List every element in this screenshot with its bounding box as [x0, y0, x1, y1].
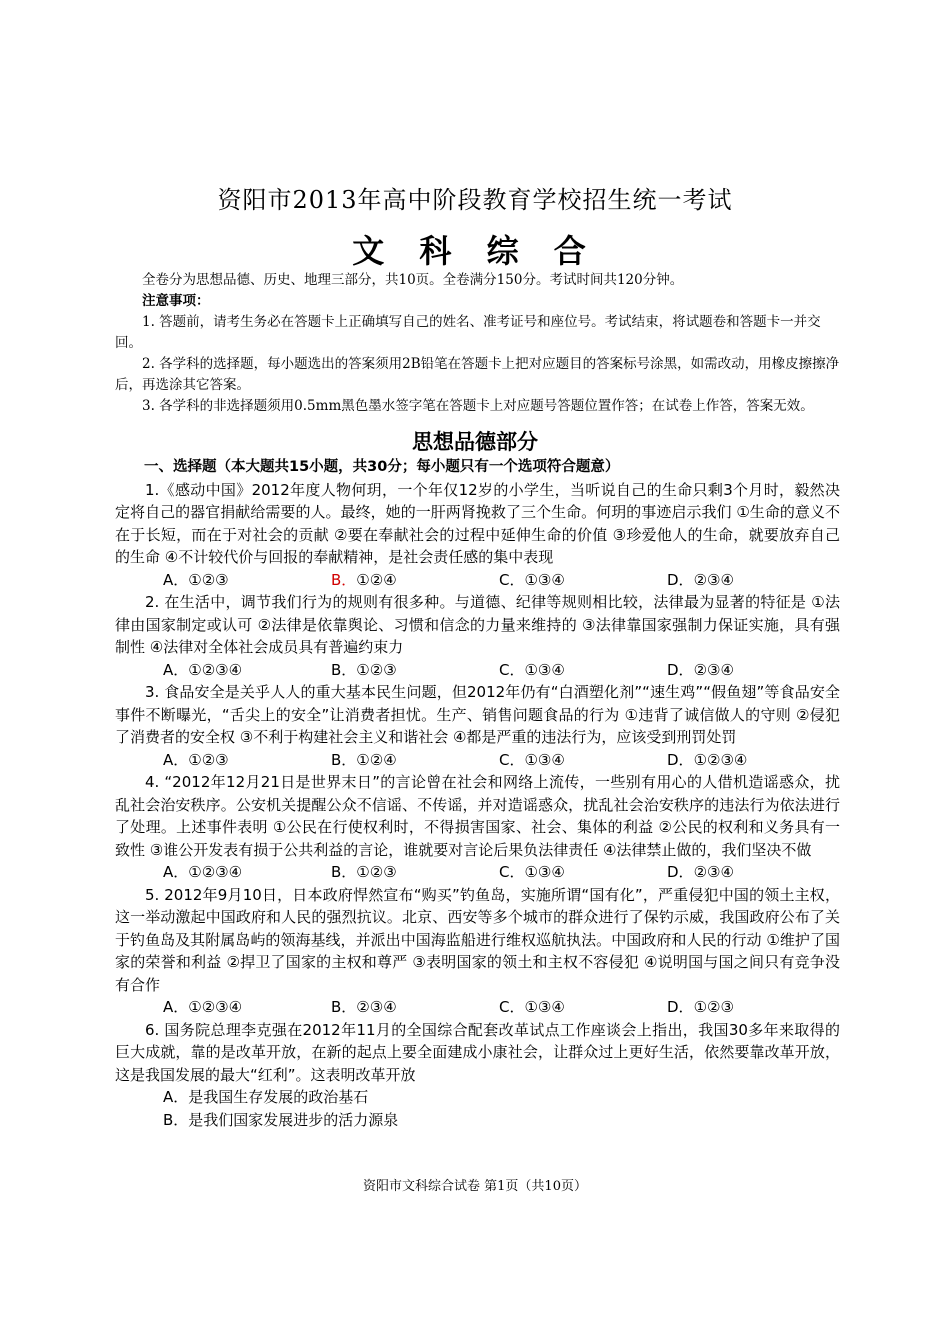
exam-title: 资阳市2013年高中阶段教育学校招生统一考试 [217, 186, 733, 214]
question-stem: 6. 国务院总理李克强在2012年11月的全国综合配套改革试点工作座谈会上指出，我国30多年来取得的巨大成就，靠的是改革开放，在新的起点上要全面建成小康社会，让群众过上更好生活，依然要靠改革开放，这是我国发展的最大“红利”。这表明改革开放 [115, 1020, 840, 1084]
question-3 [115, 681, 840, 771]
question-5 [115, 884, 840, 1019]
option-a: A．①②③ [163, 750, 229, 769]
group-heading: 一、选择题（本大题共15小题，共30分；每小题只有一个选项符合题意） [144, 459, 620, 475]
option-d: D．①②③ [667, 998, 734, 1016]
option-c: C．①③④ [499, 660, 565, 679]
highlighted-letter: B． [331, 570, 357, 589]
option-b: B．①②④ [331, 570, 397, 589]
notice-heading: 注意事项： [142, 293, 210, 309]
option-d: D．②③④ [667, 660, 734, 679]
notice-item: 3. 各学科的非选择题须用0.5mm黑色墨水签字笔在答题卡上对应题号答题位置作答；在试卷上作答，答案无效。 [142, 398, 814, 414]
option-a: A．①②③ [163, 570, 229, 589]
option-c: C．①③④ [499, 570, 565, 589]
section-title: 思想品德部分 [412, 430, 538, 454]
option-b: B．②③④ [331, 998, 397, 1016]
option-b: B．①②③ [331, 660, 397, 679]
exam-instructions [115, 270, 840, 417]
option-b: B．是我们国家发展进步的活力源泉 [163, 1110, 399, 1129]
option-d: D．①②③④ [667, 750, 748, 769]
option-d: D．②③④ [667, 570, 734, 589]
option-c: C．①③④ [499, 750, 565, 769]
question-stem: 2. 在生活中，调节我们行为的规则有很多种。与道德、纪律等规则相比较，法律最为显著的特征是 ①法律由国家制定或认可 ②法律是依靠舆论、习惯和信念的力量来维持的 ③法律靠国家强制力保证实施，具有强制性 ④法律对全体社会成员具有普遍约束力 [115, 593, 840, 656]
option-c: C．①③④ [499, 998, 565, 1016]
option-a: A．①②③④ [163, 998, 243, 1016]
question-6 [115, 1019, 840, 1132]
option-a: A．①②③④ [163, 863, 243, 881]
option-b: B．①②④ [331, 750, 397, 769]
option-b: B．①②③ [331, 863, 397, 881]
page-footer: 资阳市文科综合试卷 第1页（共10页） [363, 1179, 587, 1194]
question-stem: 4. “2012年12月21日是世界末日”的言论曾在社会和网络上流传，一些别有用心的人借机造谣惑众，扰乱社会治安秩序。公安机关提醒公众不信谣、不传谣，并对造谣惑众，扰乱社会治安秩序的违法行为依法进行了处理。上述事件表明 ①公民在行使权利时，不得损害国家、社会、集体的利益 ②公民的权利和义务具有一致性 ③谁公开发表有损于公共利益的言论，谁就要对言论后果负法律责任 ④法律禁止做的，我们坚决不做 [115, 773, 840, 859]
option-row [115, 861, 840, 884]
option-row [115, 749, 840, 772]
question-stem: 3. 食品安全是关乎人人的重大基本民生问题，但2012年仍有“白酒塑化剂”“速生鸡”“假鱼翅”等食品安全事件不断曝光，“舌尖上的安全”让消费者担忧。生产、销售问题食品的行为 ①违背了诚信做人的守则 ②侵犯了消费者的安全权 ③不利于构建社会主义和谐社会 ④都是严重的违法行为，应该受到刑罚处罚 [115, 683, 840, 746]
option-a: A．①②③④ [163, 660, 243, 679]
subject-title: 文 科 综 合 [352, 232, 598, 270]
option-a: A．是我国生存发展的政治基石 [163, 1088, 369, 1106]
question-stem: 5. 2012年9月10日，日本政府悍然宣布“购买”钓鱼岛，实施所谓“国有化”，严重侵犯中国的领土主权，这一举动激起中国政府和人民的强烈抗议。北京、西安等多个城市的群众进行了保钓示威，我国政府公布了关于钓鱼岛及其附属岛屿的领海基线，并派出中国海监船进行维权巡航执法。中国政府和人民的行动 ①维护了国家的荣誉和利益 ②捍卫了国家的主权和尊严 ③表明国家的领土和主权不容侵犯 ④说明国与国之间只有竞争没有合作 [115, 885, 840, 994]
question-stem: 1.《感动中国》2012年度人物何玥，一个年仅12岁的小学生，当听说自己的生命只剩3个月时，毅然决定将自己的器官捐献给需要的人。最终，她的一肝两肾挽救了三个生命。何玥的事迹启示我们 ①生命的意义不在于长短，而在于对社会的贡献 ②要在奉献社会的过程中延伸生命的价值 ③珍爱他人的生命，就要放弃自己的生命 ④不计较代价与回报的奉献精神，是社会责任感的集中表现 [115, 480, 840, 566]
option-row [115, 659, 840, 682]
notice-item: 1. 答题前，请考生务必在答题卡上正确填写自己的姓名、准考证号和座位号。考试结束，将试题卷和答题卡一并交回。 [115, 314, 821, 351]
question-2 [115, 591, 840, 681]
option-row [115, 569, 840, 592]
option-c: C．①③④ [499, 863, 565, 881]
question-1 [115, 479, 840, 592]
question-list [115, 456, 840, 1131]
option-row [115, 996, 840, 1019]
question-4 [115, 771, 840, 884]
notice-item: 2. 各学科的选择题，每小题选出的答案须用2B铅笔在答题卡上把对应题目的答案标号涂黑，如需改动，用橡皮擦擦净后，再选涂其它答案。 [115, 356, 840, 393]
exam-summary: 全卷分为思想品德、历史、地理三部分，共10页。全卷满分150分。考试时间共120分钟。 [142, 272, 684, 288]
option-d: D．②③④ [667, 863, 734, 881]
